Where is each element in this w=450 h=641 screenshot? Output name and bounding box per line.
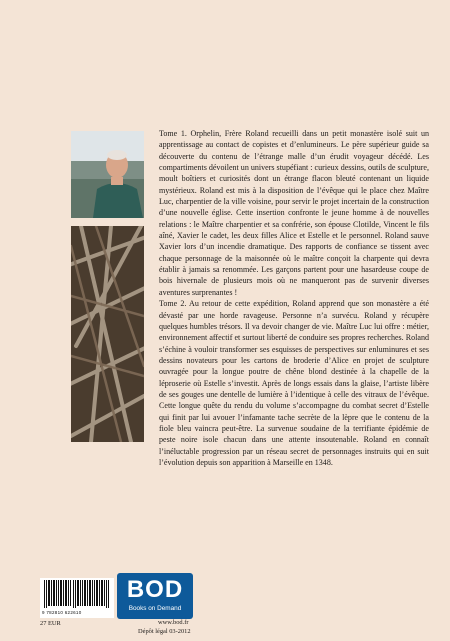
isbn-number: 9 782810 622610 bbox=[42, 610, 82, 615]
publisher-logo-tagline: Books on Demand bbox=[128, 605, 182, 612]
timber-frame-photo bbox=[71, 226, 144, 442]
synopsis-paragraph-tome-2: Tome 2. Au retour de cette expédition, Roland apprend que son monastère a été dévasté par une horde ravageuse. Personne n’a survécu. Roland y récupère quelques humbles trésors. Il va devoir changer de vie. Maître Luc lui offre : métier, environnement affectif et surtout liberté de conduire ses propres recherches. Roland s’échine à vouloir transformer ses esquisses de perspectives sur enluminures et ses dessins novateurs pour les cartons de broderie d’Alice en projet de sculpture ouvragée pour la longue poutre de chêne blond destinée à la chapelle de la léproserie où Estelle s’investit. Après de longs essais dans la glaise, l’artiste libère de ses gouges une dentelle de lumière à l’identique à celle des vitraux de l’évêque. Cette longue quête du rendu du volume s’accompagne du combat secret d’Estelle qui finit par lui avouer l’infamante tache secrète de la lèpre que le contenu de la fiole bleu vaincra peut-être. La survenue soudaine de la terrifiante épidémie de peste noire isole chacun dans une attente insoutenable. Roland en connaît l’inéluctable progression par un réseau secret de personnages instruits qui en suit l’évolution depuis son apparition à Marseille en 1348. bbox=[159, 299, 429, 467]
price: 27 EUR bbox=[40, 620, 61, 627]
publisher-logo-letters: BOD bbox=[126, 576, 184, 603]
legal-deposit: Dépôt légal 03-2012 bbox=[138, 628, 191, 635]
publisher-logo bbox=[117, 573, 193, 619]
publisher-website: www.bod.fr bbox=[158, 619, 189, 626]
synopsis-paragraph-tome-1: Tome 1. Orphelin, Frère Roland recueilli dans un petit monastère isolé suit un apprentissage au contact de copistes et d’enlumineurs. Le père supérieur guide sa découverte du contenu de l’étrange malle d’un érudit voyageur décédé. Les compartiments dévoilent un univers stupéfiant : curieux dessins, outils de sculpture, moult boîtiers et curiosités dont un étrange flacon bleuté contenant un liquide mystérieux. Roland est mis à la disposition de l’évêque qui le place chez Maître Luc, charpentier de la ville voisine, pour servir le projet incertain de la construction d’une nouvelle église. Cette insertion confronte le jeune homme à de nouvelles relations : le Maître charpentier et sa confrérie, son épouse Clotilde, Vincent le fils aîné, Xavier le cadet, les deux filles Alice et Estelle et le personnel. Roland sauve Xavier lors d’un incendie dramatique. Des rapports de confiance se tissent avec chaque personnage de la maisonnée où le maître conçoit la charpente qui devra établir à jamais sa renommée. Les garçons partent pour une hasardeuse coupe de bois hivernale de plusieurs mois où ne manqueront pas de survenir diverses aventures surprenantes ! bbox=[159, 129, 429, 297]
author-photo bbox=[71, 131, 144, 218]
synopsis-text bbox=[159, 128, 429, 468]
